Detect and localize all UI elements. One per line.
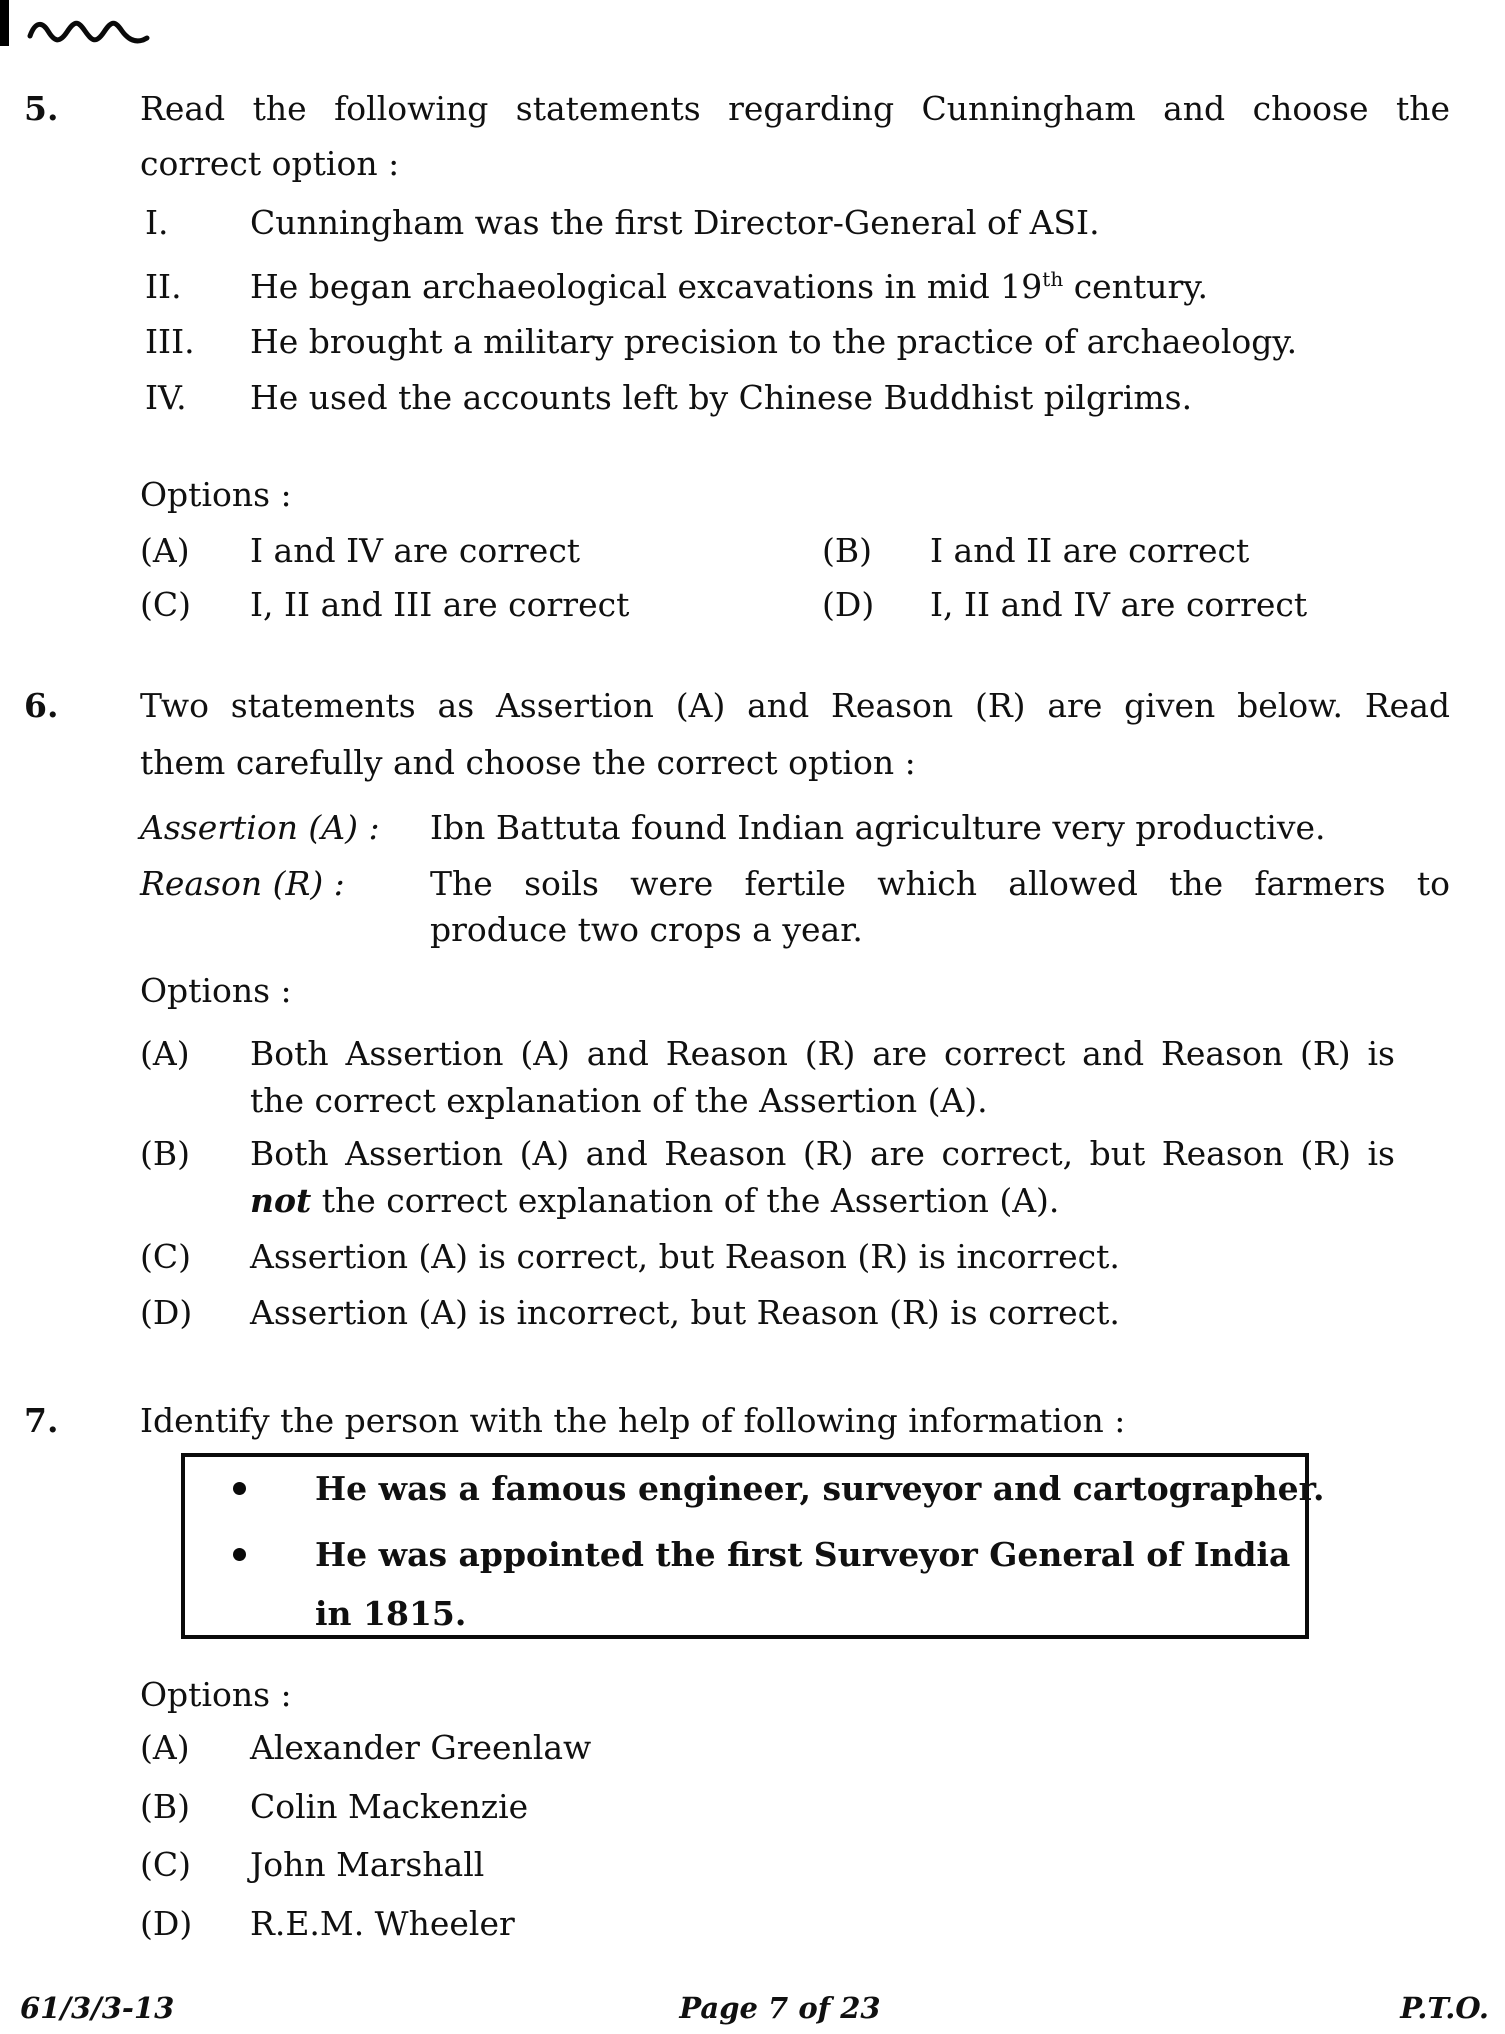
stem-line: Two statements as Assertion (A) and Reason (R) are given below. Read	[140, 686, 1450, 725]
option-label: (A)	[140, 1034, 190, 1073]
option-label: (D)	[140, 1293, 193, 1332]
option-text: Alexander Greenlaw	[250, 1728, 592, 1767]
reason-line: produce two crops a year.	[430, 910, 863, 949]
option-text: R.E.M. Wheeler	[250, 1904, 515, 1943]
statement-label: IV.	[145, 378, 187, 417]
option-text: I, II and III are correct	[250, 585, 630, 624]
footer-paper-code: 61/3/3-13	[20, 1991, 175, 2025]
question-number: 6.	[24, 686, 59, 725]
statement-text	[250, 259, 1208, 314]
question-number: 7.	[24, 1401, 59, 1440]
option-label: (B)	[140, 1787, 190, 1826]
options-label: Options :	[140, 971, 292, 1010]
option-label: (D)	[140, 1904, 193, 1943]
assertion-text: Ibn Battuta found Indian agriculture very productive.	[430, 808, 1326, 847]
reason-label: Reason (R) :	[140, 864, 345, 903]
statement-label: II.	[145, 267, 182, 306]
statement-text-pre: He began archaeological excavations in mid 19	[250, 267, 1043, 306]
option-text	[250, 1130, 1395, 1224]
question-stem: Identify the person with the help of following information :	[140, 1401, 1126, 1440]
clue-text: He was a famous engineer, surveyor and cartographer.	[315, 1469, 1325, 1508]
options-label: Options :	[140, 1675, 292, 1714]
clue-line: He was appointed the first Surveyor General of India	[315, 1535, 1291, 1574]
option-label: (A)	[140, 1728, 190, 1767]
bullet-icon	[233, 1482, 246, 1495]
option-text: John Marshall	[250, 1845, 485, 1884]
bullet-icon	[233, 1548, 246, 1561]
question-number: 5.	[24, 89, 59, 128]
option-line-rest: the correct explanation of the Assertion (A).	[311, 1181, 1060, 1220]
stem-line: correct option :	[140, 144, 400, 183]
option-label: (C)	[140, 585, 191, 624]
option-text	[250, 1030, 1395, 1124]
option-text: Assertion (A) is correct, but Reason (R) is incorrect.	[250, 1237, 1120, 1276]
option-text: I and II are correct	[930, 531, 1250, 570]
assertion-label: Assertion (A) :	[140, 808, 380, 847]
option-line: Both Assertion (A) and Reason (R) are correct and Reason (R) is	[250, 1034, 1395, 1073]
clue-text	[315, 1525, 1290, 1643]
statement-text: Cunningham was the first Director-General of ASI.	[250, 203, 1100, 242]
option-line: Both Assertion (A) and Reason (R) are correct, but Reason (R) is	[250, 1134, 1395, 1173]
option-label: (C)	[140, 1845, 191, 1884]
statement-label: III.	[145, 322, 195, 361]
statement-text: He brought a military precision to the practice of archaeology.	[250, 322, 1298, 361]
reason-text	[430, 861, 1450, 953]
option-label: (A)	[140, 531, 190, 570]
option-label: (B)	[140, 1134, 190, 1173]
question-stem	[140, 81, 1450, 191]
option-label: (D)	[822, 585, 875, 624]
option-text: Colin Mackenzie	[250, 1787, 529, 1826]
option-text: I and IV are correct	[250, 531, 581, 570]
option-text: Assertion (A) is incorrect, but Reason (R) is correct.	[250, 1293, 1120, 1332]
option-text: I, II and IV are correct	[930, 585, 1308, 624]
option-label: (C)	[140, 1237, 191, 1276]
stem-line: them carefully and choose the correct option :	[140, 743, 916, 782]
options-label: Options :	[140, 475, 292, 514]
emphasized-word: not	[250, 1181, 312, 1220]
statement-text: He used the accounts left by Chinese Buddhist pilgrims.	[250, 378, 1193, 417]
statement-label: I.	[145, 203, 169, 242]
footer-pto: P.T.O.	[1400, 1991, 1489, 2025]
superscript: th	[1042, 267, 1064, 291]
question-stem	[140, 677, 1450, 791]
squiggle-mark-icon	[26, 16, 160, 50]
option-line: the correct explanation of the Assertion (A).	[250, 1081, 988, 1120]
option-line	[250, 1177, 1395, 1224]
reason-line: The soils were fertile which allowed the farmers to	[430, 864, 1450, 903]
footer-page-indicator: Page 7 of 23	[679, 1991, 881, 2025]
option-label: (B)	[822, 531, 872, 570]
clue-line: in 1815.	[315, 1594, 467, 1633]
scan-edge-artifact	[0, 0, 9, 46]
stem-line: Read the following statements regarding Cunningham and choose the	[140, 89, 1450, 128]
statement-text-post: century.	[1063, 267, 1208, 306]
